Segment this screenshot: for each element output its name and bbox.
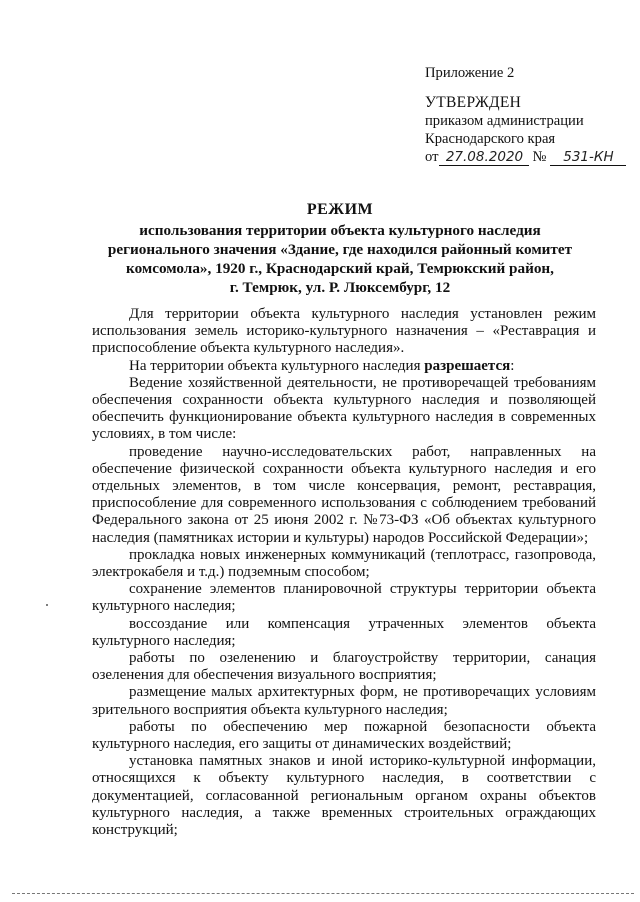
number-label: №	[532, 149, 547, 165]
list-item: работы по обеспечению мер пожарной безопасности объекта культурного наследия, его защиты от динамических воздействий;	[92, 718, 596, 753]
approved-stamp-text: УТВЕРЖДЕН	[425, 94, 522, 111]
list-item: прокладка новых инженерных коммуникаций (теплотрасс, газопровода, электрокабеля и т.д.) подземным способом;	[92, 546, 596, 581]
order-date-number-line	[425, 148, 635, 166]
scan-speck	[46, 604, 48, 606]
document-title	[80, 200, 600, 297]
document-body	[92, 306, 596, 839]
list-item: установка памятных знаков и иной историко-культурной информации, относящихся к объекту культурного наследия, в соответствии с документацией, согласованной региональным органом охраны объектов культурного наследия, а также временных строительных ограждающих конструкций;	[92, 753, 596, 839]
list-item: проведение научно-исследовательских работ, направленных на обеспечение физической сохранности объекта культурного наследия и его отдельных элементов, в том числе консервация, ремонт, реставрация, приспособление для современного использования с соблюдением требований Федерального закона от 25 июня 2002 г. №73-ФЗ «Об объектах культурного наследия (памятниках истории и культуры) народов Российской Федерации»;	[92, 443, 596, 546]
page-bottom-edge	[12, 893, 634, 894]
approval-header	[425, 64, 635, 166]
list-item: воссоздание или компенсация утраченных элементов объекта культурного наследия;	[92, 615, 596, 649]
permitted-suffix: :	[510, 357, 515, 374]
list-item: работы по озеленению и благоустройству территории, санация озеленения для обеспечения визуального восприятия;	[92, 650, 596, 684]
paragraph-permitted-intro	[92, 358, 596, 375]
appendix-label: Приложение 2	[425, 65, 515, 81]
permitted-bold: разрешается	[424, 357, 511, 374]
approval-line-2: Краснодарского края	[425, 131, 556, 147]
title-line-1: использования территории объекта культурного наследия	[139, 222, 541, 239]
from-label: от	[425, 149, 439, 165]
title-line-4: г. Темрюк, ул. Р. Люксембург, 12	[229, 279, 451, 296]
title-line-3: комсомола», 1920 г., Краснодарский край, Темрюкский район,	[126, 260, 554, 277]
title-line-2: регионального значения «Здание, где находился районный комитет	[107, 241, 573, 258]
approval-line-1: приказом администрации	[425, 113, 584, 129]
list-item: размещение малых архитектурных форм, не противоречащих условиям зрительного восприятия объекта культурного наследия;	[92, 684, 596, 718]
handwritten-number: 531-КН	[550, 149, 626, 166]
paragraph-regime: Для территории объекта культурного наследия установлен режим использования земель историко-культурного назначения – «Реставрация и приспособление объекта культурного наследия».	[92, 306, 596, 357]
handwritten-date: 27.08.2020	[439, 149, 529, 166]
permitted-prefix: На территории объекта культурного наследия	[129, 357, 425, 374]
paragraph-activity: Ведение хозяйственной деятельности, не противоречащей требованиям обеспечения сохранности объекта культурного наследия и позволяющей обеспечить функционирование объекта культурного наследия в современных условиях, в том числе:	[92, 374, 596, 443]
title-main: РЕЖИМ	[306, 201, 374, 218]
list-item: сохранение элементов планировочной структуры территории объекта культурного наследия;	[92, 581, 596, 615]
